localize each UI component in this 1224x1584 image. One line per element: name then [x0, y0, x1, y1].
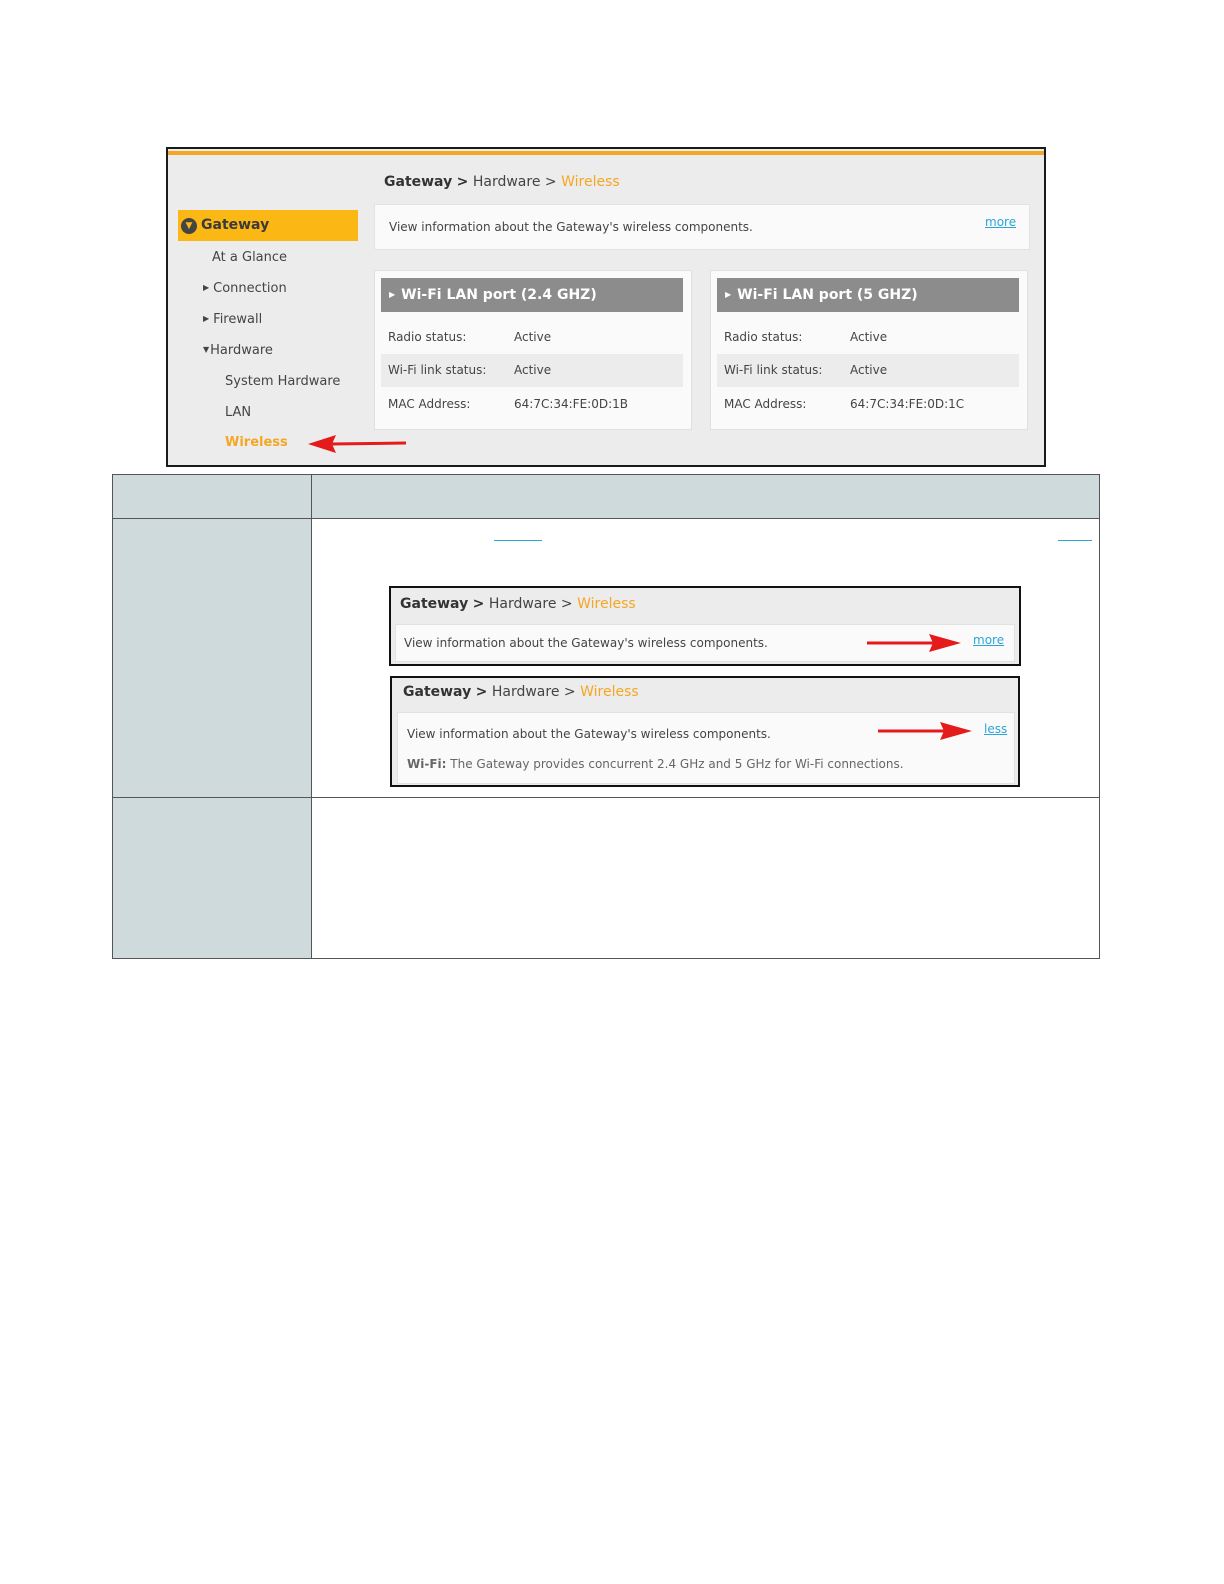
- breadcrumb: [403, 684, 639, 700]
- breadcrumb: [400, 596, 636, 612]
- card-title: Wi-Fi LAN port (2.4 GHZ): [401, 287, 597, 303]
- mac-address-row: [381, 388, 683, 421]
- chevron-down-circle-icon: ▼: [181, 218, 197, 234]
- sidebar-header-gateway[interactable]: [178, 210, 358, 241]
- gateway-wireless-screenshot: [166, 147, 1046, 467]
- breadcrumb-separator: >: [472, 596, 485, 612]
- collapsed-description-screenshot: [389, 586, 1021, 666]
- radio-status-value: Active: [850, 330, 888, 344]
- breadcrumb-separator: >: [456, 174, 469, 190]
- radio-status-row: [381, 321, 683, 354]
- sidebar-item-wireless[interactable]: [225, 435, 288, 450]
- link-underline: [494, 540, 542, 541]
- breadcrumb-separator: >: [544, 174, 557, 190]
- page-description: View information about the Gateway's wireless components.: [404, 636, 768, 650]
- triangle-down-icon: ▼: [203, 345, 210, 354]
- radio-status-label: Radio status:: [388, 330, 467, 344]
- breadcrumb-section[interactable]: Hardware: [488, 596, 557, 612]
- wifi-2-4ghz-card-header[interactable]: [381, 278, 683, 312]
- wifi-link-status-label: Wi-Fi link status:: [388, 363, 487, 377]
- sidebar-item-label: Connection: [213, 281, 287, 296]
- wifi-5ghz-card: [710, 270, 1028, 430]
- sidebar-header-label: Gateway: [201, 217, 270, 233]
- wifi-link-status-label: Wi-Fi link status:: [724, 363, 823, 377]
- sidebar-item-label: System Hardware: [225, 374, 341, 389]
- breadcrumb-root[interactable]: Gateway: [403, 684, 472, 700]
- breadcrumb: [384, 174, 620, 190]
- triangle-right-icon: ▶: [389, 290, 396, 299]
- breadcrumb-section[interactable]: Hardware: [491, 684, 560, 700]
- radio-status-row: [717, 321, 1019, 354]
- breadcrumb-root[interactable]: Gateway: [384, 174, 453, 190]
- mac-address-row: [717, 388, 1019, 421]
- link-underline: [1058, 540, 1092, 541]
- table-label-column: [113, 519, 311, 958]
- wifi-note-label: Wi-Fi:: [407, 757, 447, 771]
- table-header-row: [113, 475, 1099, 518]
- triangle-right-icon: ▶: [203, 314, 210, 323]
- mac-address-label: MAC Address:: [724, 397, 807, 411]
- sidebar-item-label: At a Glance: [212, 250, 288, 265]
- sidebar-item-firewall[interactable]: [203, 312, 262, 327]
- expanded-description-screenshot: [390, 676, 1020, 787]
- table-divider: [113, 797, 1099, 798]
- mac-address-label: MAC Address:: [388, 397, 471, 411]
- radio-status-label: Radio status:: [724, 330, 803, 344]
- breadcrumb-separator: >: [560, 596, 573, 612]
- sidebar-item-lan[interactable]: [225, 405, 251, 420]
- breadcrumb-root[interactable]: Gateway: [400, 596, 469, 612]
- mac-address-value: 64:7C:34:FE:0D:1B: [514, 397, 628, 411]
- accent-top-bar: [168, 151, 1044, 155]
- more-link[interactable]: more: [985, 215, 1017, 229]
- sidebar-item-label: LAN: [225, 405, 252, 420]
- wifi-link-status-value: Active: [514, 363, 552, 377]
- wifi-link-status-row: [381, 354, 683, 387]
- sidebar-item-label: Hardware: [210, 343, 273, 358]
- less-link[interactable]: less: [984, 722, 1008, 736]
- sidebar-item-label: Wireless: [225, 435, 288, 450]
- table-divider: [311, 475, 312, 958]
- page-description-box: [374, 204, 1030, 250]
- sidebar-item-connection[interactable]: [203, 281, 287, 296]
- page-description: View information about the Gateway's wireless components.: [407, 727, 771, 741]
- red-arrow-icon: [306, 433, 410, 455]
- triangle-right-icon: ▶: [203, 283, 210, 292]
- breadcrumb-current: Wireless: [561, 174, 620, 190]
- wifi-link-status-row: [717, 354, 1019, 387]
- more-link[interactable]: more: [973, 633, 1005, 647]
- wifi-note-text: The Gateway provides concurrent 2.4 GHz and 5 GHz for Wi-Fi connections.: [450, 757, 904, 771]
- breadcrumb-current: Wireless: [580, 684, 639, 700]
- red-arrow-icon: [878, 720, 974, 742]
- card-title: Wi-Fi LAN port (5 GHZ): [737, 287, 918, 303]
- wifi-link-status-value: Active: [850, 363, 888, 377]
- sidebar-item-label: Firewall: [213, 312, 263, 327]
- breadcrumb-separator: >: [563, 684, 576, 700]
- triangle-right-icon: ▶: [725, 290, 732, 299]
- sidebar-item-hardware[interactable]: [203, 343, 273, 358]
- mac-address-value: 64:7C:34:FE:0D:1C: [850, 397, 965, 411]
- wifi-expanded-note: [407, 757, 904, 771]
- sidebar-item-at-a-glance[interactable]: [212, 250, 287, 265]
- red-arrow-icon: [867, 632, 963, 654]
- radio-status-value: Active: [514, 330, 552, 344]
- breadcrumb-separator: >: [475, 684, 488, 700]
- table-divider: [113, 518, 1099, 519]
- sidebar-item-system-hardware[interactable]: [225, 374, 340, 389]
- wifi-5ghz-card-header[interactable]: [717, 278, 1019, 312]
- breadcrumb-current: Wireless: [577, 596, 636, 612]
- page-description: View information about the Gateway's wireless components.: [389, 220, 753, 234]
- wifi-2-4ghz-card: [374, 270, 692, 430]
- breadcrumb-section[interactable]: Hardware: [472, 174, 541, 190]
